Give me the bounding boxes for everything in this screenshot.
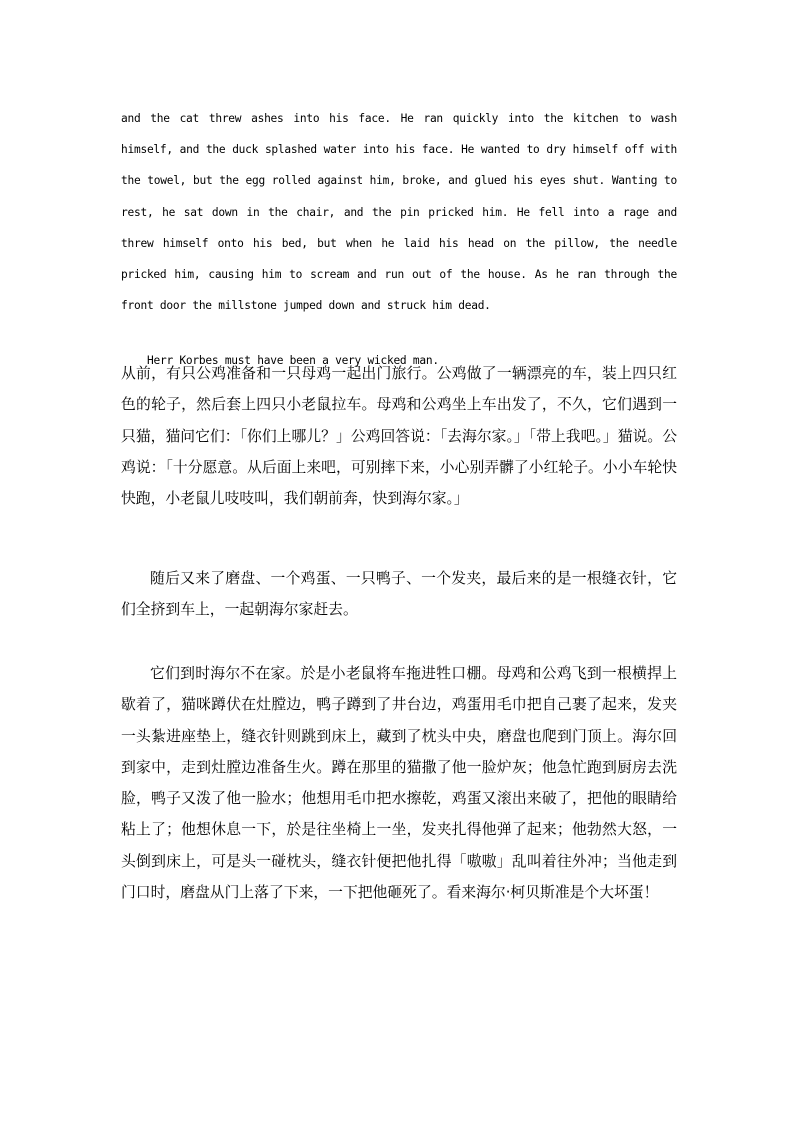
chinese-paragraph-3: 它们到时海尔不在家。於是小老鼠将车拖进牲口棚。母鸡和公鸡飞到一根横捍上歇着了，猫咪蹲伏在灶膛边，鸭子蹲到了井台边，鸡蛋用毛巾把自己裹了起来，发夹一头紮进座垫上，缝衣针则跳到床上，藏到了枕头中央，磨盘也爬到门顶上。海尔回到家中，走到灶膛边准备生火。蹲在那里的猫撒了他一脸炉灰；他急忙跑到厨房去洗脸，鸭子又泼了他一脸水；他想用毛巾把水擦乾，鸡蛋又滚出来破了，把他的眼睛给粘上了；他想休息一下，於是往坐椅上一坐，发夹扎得他弹了起来；他勃然大怒，一头倒到床上，可是头一碰枕头，缝衣针便把他扎得「嗷嗷」乱叫着往外冲；当他走到门口时，磨盘从门上落了下来，一下把他砸死了。看来海尔·柯贝斯准是个大坏蛋！ (121, 665, 677, 902)
chinese-paragraph-1: 从前，有只公鸡准备和一只母鸡一起出门旅行。公鸡做了一辆漂亮的车，装上四只红色的轮子，然后套上四只小老鼠拉车。母鸡和公鸡坐上车出发了，不久，它们遇到一只猫，猫问它们：「你们上哪儿？」公鸡回答说：「去海尔家。」「带上我吧。」猫说。公鸡说：「十分愿意。从后面上来吧，可别摔下来，小心别弄髒了小红轮子。小小车轮快快跑，小老鼠儿吱吱叫，我们朝前奔，快到海尔家。」 (121, 365, 677, 508)
english-paragraph: and the cat threw ashes into his face. He ran quickly into the kitchen to wash himself, and the duck splashed water into his face. He wanted to dry himself off with the towel, but the egg rolled against him, broke, and glued his eyes shut. Wanting to rest, he sat down in the chair, and the pin pricked him. He fell into a rage and threw himself onto his bed, but when he laid his head on the pillow, the needle pricked him, causing him to scream and run out of the house. As he ran through the front door the millstone jumped down and struck him dead. (121, 112, 677, 313)
english-closing-line: Herr Korbes must have been a very wicked man. (147, 354, 439, 367)
chinese-paragraph-2: 随后又来了磨盘、一个鸡蛋、一只鸭子、一个发夹，最后来的是一根缝衣针，它们全挤到车上，一起朝海尔家赶去。 (121, 570, 677, 619)
